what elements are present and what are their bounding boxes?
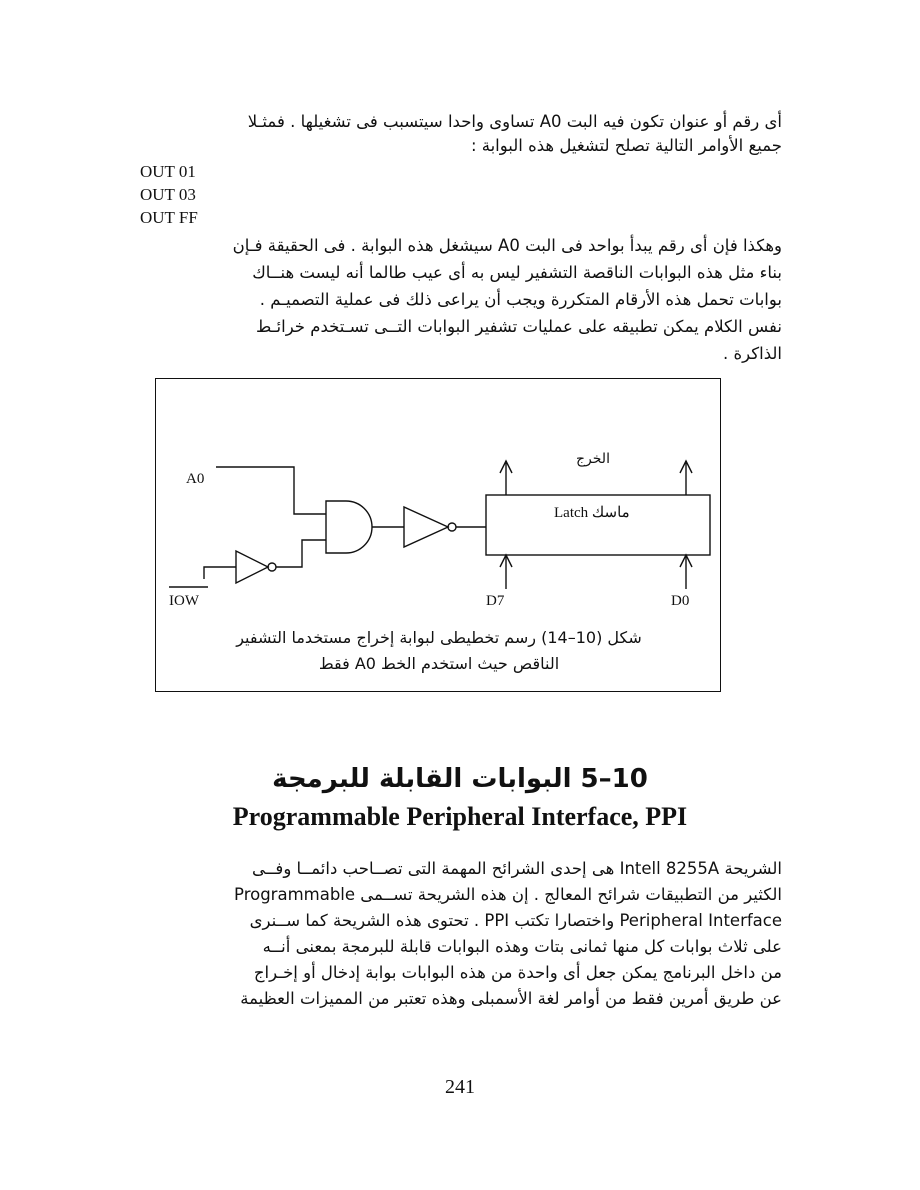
code-line: OUT 03 [140,185,196,204]
paragraph-line: وهكذا فإن أى رقم يبدأ بواحد فى البت A0 سيشغل هذه البوابة . فى الحقيقة فـإن [232,236,782,255]
output-label: الخرج [576,451,610,467]
paragraph-line: بناء مثل هذه البوابات الناقصة التشفير ليس به أى عيب طالما أنه ليست هنــاك [252,263,782,282]
paragraph-line: الشريحة Intell 8255A هى إحدى الشرائح المهمة التى تصــاحب دائمــا وفــى [252,859,782,878]
latch-box [486,495,710,555]
paragraph-line: الذاكرة . [723,344,782,363]
a0-wire [216,467,326,514]
caption-line: الناقص حيث استخدم الخط A0 فقط [318,654,560,673]
section-title-english: Programmable Peripheral Interface, PPI [232,802,688,831]
inverter-to-and-wire [276,540,326,567]
d0-label: D0 [671,593,690,609]
input-inverter [236,551,268,583]
bottom-paragraph [140,856,782,1012]
code-block [140,160,198,229]
a0-label: A0 [186,471,205,487]
iow-wire [204,567,236,579]
paragraph-line: على ثلاث بوابات كل منها ثمانى بتات وهذه البوابات قابلة للبرمجة بمعنى أنــه [262,937,782,956]
paragraph-line: من داخل البرنامج يمكن جعل أى واحدة من هذه البوابات بوابة إدخال أو إخـراج [253,963,782,982]
output-inverter [404,507,448,547]
code-line: OUT FF [140,208,198,227]
section-title-arabic: 10–5 البوابات القابلة للبرمجة [272,764,648,794]
caption-line: شكل (10–14) رسم تخطيطى لبوابة إخراج مستخدما التشفير [236,628,642,647]
paragraph-line: عن طريق أمرين فقط من أوامر لغة الأسمبلى وهذه تعتبر من المميزات العظيمة [240,989,782,1008]
top-paragraph [140,110,782,158]
paragraph-line: بوابات تحمل هذه الأرقام المتكررة ويجب أن يراعى ذلك فى عملية التصميـم . [259,290,782,309]
code-line: OUT 01 [140,162,196,181]
paragraph-line: Peripheral Interface واختصارا تكتب PPI . تحتوى هذه الشريحة كما ســنرى [249,911,782,930]
paragraph-line: نفس الكلام يمكن تطبيقه على عمليات تشفير البوابات التــى تسـتخدم خرائـط [256,317,782,336]
and-gate [326,501,372,553]
middle-paragraph [140,232,782,367]
circuit-figure [155,378,721,692]
paragraph-line: الكثير من التطبيقات شرائح المعالج . إن هذه الشريحة تســمى Programmable [234,885,782,904]
iow-label: IOW [169,593,199,609]
paragraph-line: أى رقم أو عنوان تكون فيه البت A0 تساوى واحدا سيتسبب فى تشغيلها . فمثـلا [247,112,782,131]
d7-label: D7 [486,593,505,609]
figure-caption [156,625,722,677]
page-number: 241 [445,1076,475,1098]
paragraph-line: جميع الأوامر التالية تصلح لتشغيل هذه البوابة : [470,136,782,155]
latch-label: Latch ماسك [554,505,630,521]
